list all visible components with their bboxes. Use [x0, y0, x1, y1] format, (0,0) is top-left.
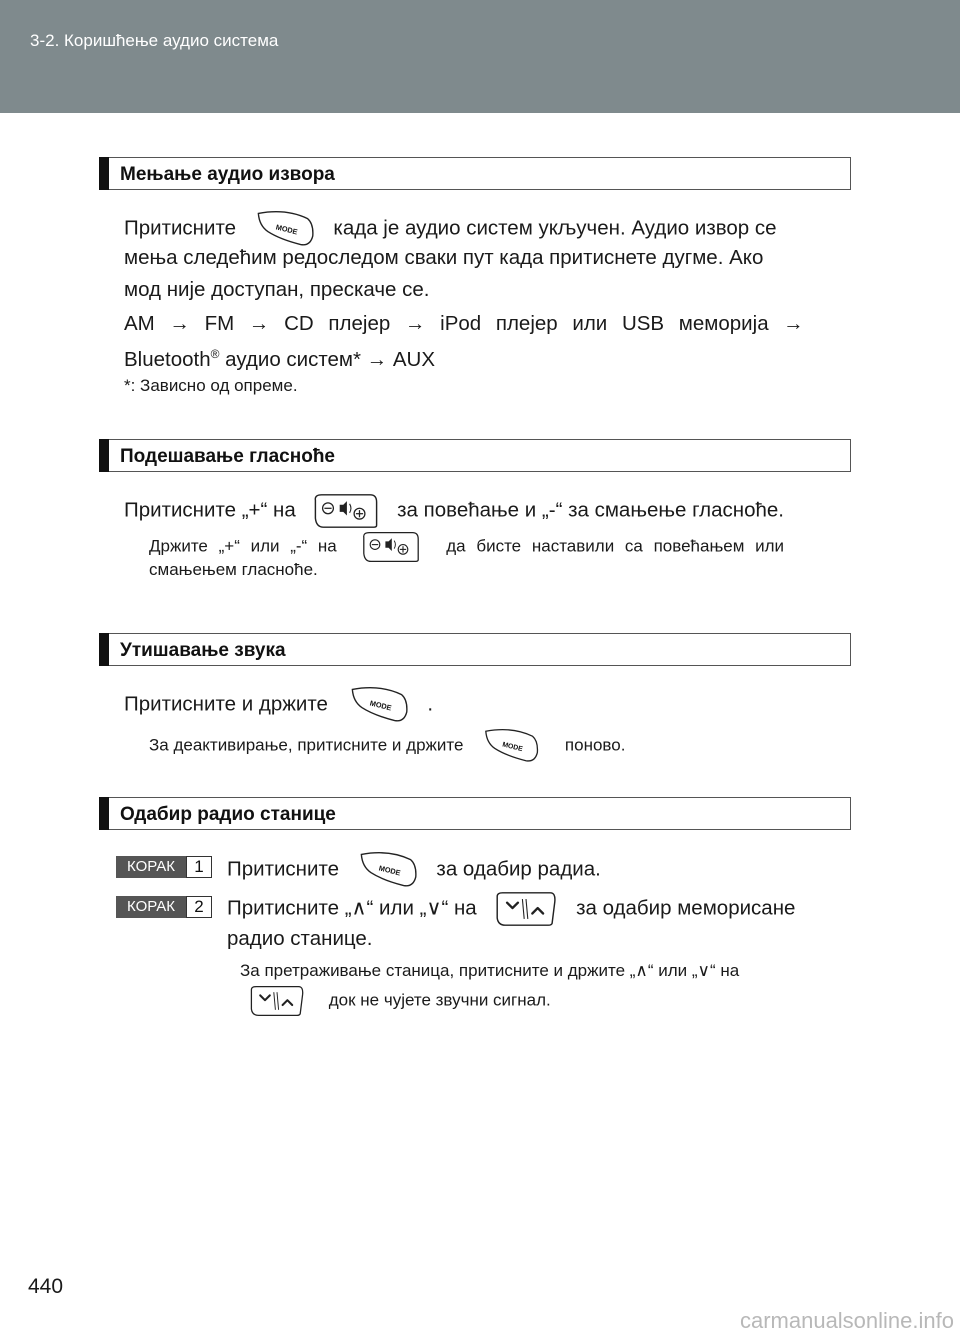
radio-note-line-2	[240, 985, 551, 1017]
section-title: Мењање аудио извора	[120, 164, 335, 185]
watermark: carmanualsonline.info	[739, 1308, 954, 1333]
source-line-2: мења следећим редоследом сваки пут када притиснете дугме. Ако	[124, 246, 764, 269]
heading-accent	[99, 797, 109, 830]
heading-accent	[99, 157, 109, 190]
step-badge-1	[116, 856, 212, 878]
section-title: Утишавање звука	[120, 640, 286, 661]
text: да бисте наставили са повећањем или	[446, 536, 785, 556]
text: за одабир меморисане	[576, 896, 796, 920]
tune-button-icon	[244, 985, 310, 1017]
text: Притисните „+“ на	[124, 498, 296, 522]
text: .	[427, 692, 434, 716]
step-number: 1	[186, 856, 212, 878]
heading-accent	[99, 633, 109, 666]
text: Притисните и држите	[124, 692, 328, 716]
step-2-text	[227, 891, 853, 927]
text: Притисните	[227, 857, 340, 881]
page-number: 440	[28, 1275, 64, 1298]
section-heading-source	[99, 157, 851, 190]
step-number: 2	[186, 896, 212, 918]
chapter-title: 3-2. Коришћење аудио система	[30, 31, 279, 50]
text: Притисните	[124, 216, 237, 240]
text: за одабир радиа.	[436, 857, 601, 881]
section-heading-mute	[99, 633, 851, 666]
footnote: *: Зависно од опреме.	[124, 376, 298, 395]
mode-button-icon	[482, 728, 542, 764]
text: док не чујете звучни сигнал.	[328, 990, 551, 1010]
step-2-line-2: радио станице.	[227, 927, 373, 950]
mode-button-icon	[348, 686, 412, 724]
step-label: КОРАК	[116, 856, 186, 878]
mute-note	[149, 728, 625, 764]
mode-button-icon	[357, 851, 421, 889]
text: када је аудио систем укључен. Аудио извор се	[333, 216, 777, 240]
text: Bluetooth	[124, 347, 211, 371]
text: поново.	[564, 735, 626, 755]
source-sequence-line-1: AM → FM → CD плејер → iPod плејер или USB меморија →	[124, 312, 804, 335]
step-badge-2	[116, 896, 212, 918]
section-title: Одабир радио станице	[120, 804, 336, 825]
heading-accent	[99, 439, 109, 472]
text: Притисните „∧“ или „∨“ на	[227, 896, 477, 920]
volume-note-line-2: смањењем гласноће.	[149, 560, 318, 579]
source-sequence-line-2	[124, 338, 854, 376]
registered-mark: ®	[210, 347, 220, 361]
step-label: КОРАК	[116, 896, 186, 918]
text: за повећање и „-“ за смањење гласноће.	[397, 498, 785, 522]
section-heading-radio	[99, 797, 851, 830]
mute-instruction	[124, 686, 433, 724]
volume-button-icon	[311, 493, 381, 529]
page-header	[0, 0, 960, 113]
radio-note-line-1: За претраживање станица, притисните и држите „∧“ или „∨“ на	[240, 961, 740, 980]
volume-button-icon	[358, 531, 424, 563]
volume-instruction	[124, 493, 854, 529]
section-heading-volume	[99, 439, 851, 472]
step-1-text	[227, 851, 601, 889]
tune-button-icon	[494, 891, 558, 927]
section-title: Подешавање гласноће	[120, 446, 336, 467]
text: За деактивирање, притисните и држите	[149, 735, 464, 755]
text: Држите „+“ или „-“ на	[149, 536, 337, 556]
text: аудио систем* → AUX	[219, 347, 436, 371]
source-line-3: мод није доступан, прескаче се.	[124, 278, 430, 301]
